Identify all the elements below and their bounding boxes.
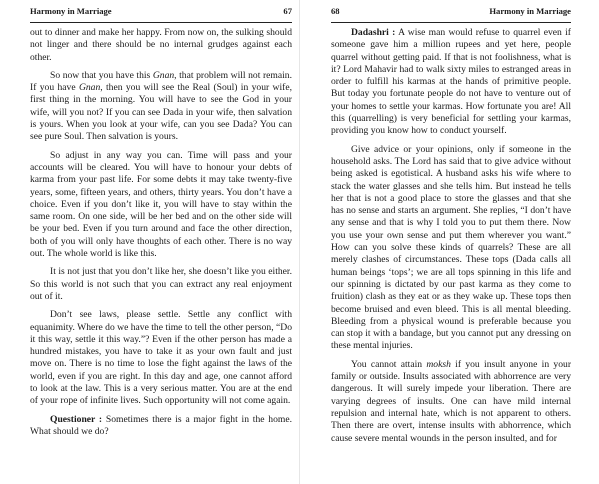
paragraph: Questioner : Sometimes there is a major fight in the home. What should we do?	[30, 413, 293, 437]
left-page-header	[30, 6, 292, 20]
term-gnan: Gnan	[152, 69, 175, 81]
left-header-rule	[30, 22, 292, 23]
paragraph: Don’t see laws, please settle. Settle any conflict with equanimity. Where do we have the time to tell the other person, “Do it this way, settle it this way.”? Even if the other person has made a hundred mistakes, you have to take it as your own fault and just move on. There is no time to lose the fight against the laws of the world, even if you are right. In this day and age, one cannot afford to look at the law. This is a very serious matter. You are at the end of your rope of infinite lives. Such opportunity will not come again.	[30, 309, 292, 407]
term-gnan: Gnan	[78, 82, 101, 94]
right-page	[300, 0, 599, 484]
paragraph: Dadashri : A wise man would refuse to quarrel even if someone gave him a million rupees and yet here, people quarrel without getting paid. If that is not foolishness, what is it? Lord Mahavir had to walk sixty miles to estranged areas in order to fulfill his karmas at the hands of primitive people. But today you fortunate people do not have to venture out of your homes to settle your karmas. How fortunate you are! All this (quarrelling) is very beneficial for settling your karmas, providing you know how to conduct yourself.	[331, 27, 571, 137]
paragraph: It is not just that you don’t like her, she doesn’t like you either. So this world is not such that you can extract any real enjoyment out of it.	[30, 266, 292, 302]
paragraph: So adjust in any way you can. Time will pass and your accounts will be cleared. You will have to honour your debts of karma from your past life. For some debts it may take twenty-five years, some, fifteen years, and others, thirty years. You don’t have a choice. Even if you don’t like it, you will have to stay within the same room. On one side, will be her bed and on the other side will be your bed. Even if you turn around and face the other direction, both of you will only have thoughts of each other. There is no way out. The whole world is like this.	[30, 149, 292, 260]
right-running-title: Harmony in Marriage	[489, 6, 571, 16]
term-moksh: moksh	[426, 358, 451, 370]
right-page-header	[331, 6, 571, 20]
speaker-label: Questioner :	[50, 413, 103, 425]
paragraph: Give advice or your opinions, only if someone in the household asks. The Lord has said that to give advice without being asked is egotistical. A husband asks his wife where to stack the water glasses and she tells him. But instead he tells her that is not a good place to store the glasses and that she has no sense and starts an argument. She replies, “I don’t have any sense and that is why I told you to put them there. Now you use your own sense and put them wherever you want.” How can you solve these kinds of quarrels? These are all merely clashes of circumstances. These tops (Dada calls all human beings ‘tops’; we are all tops spinning in this life and our spinning is dictated by our past karma as they come to fruition) clash as they eat or as they wake up. These tops then become bruised and even bleed. This is all mental bleeding. Bleeding from a physical wound is preferable because you can stop it with a bandage, but you cannot put any dressing on these mental injuries.	[331, 143, 571, 352]
right-page-number: 68	[331, 6, 340, 16]
left-page-body	[30, 27, 292, 438]
right-header-rule	[331, 22, 571, 23]
speaker-label: Dadashri :	[351, 27, 396, 38]
right-page-body	[331, 27, 571, 445]
paragraph: out to dinner and make her happy. From now on, the sulking should not linger and there should be no internal grudges against each other.	[30, 27, 292, 63]
paragraph: So now that you have this Gnan, that problem will not remain. If you have Gnan, then you will see the Real (Soul) in your wife, first thing in the morning. You will have to see the God in your wife, will you not? If you can see Dada in your wife, then salvation is yours. When you look at your wife, can you see Dada? You can see pure Soul. Then salvation is yours.	[30, 69, 293, 143]
left-running-title: Harmony in Marriage	[30, 6, 112, 16]
paragraph: You cannot attain moksh if you insult anyone in your family or outside. Insults associated with abhorrence are very dangerous. It will surely impede your liberation. There are varying degrees of insults. One can have mild internal repulsion and internal hate, which is not apparent to others. Then there are overt, intense insults with abhorrence, which cause severe mental wounds in the person insulted, and for	[331, 358, 572, 444]
left-page-number: 67	[283, 6, 292, 16]
